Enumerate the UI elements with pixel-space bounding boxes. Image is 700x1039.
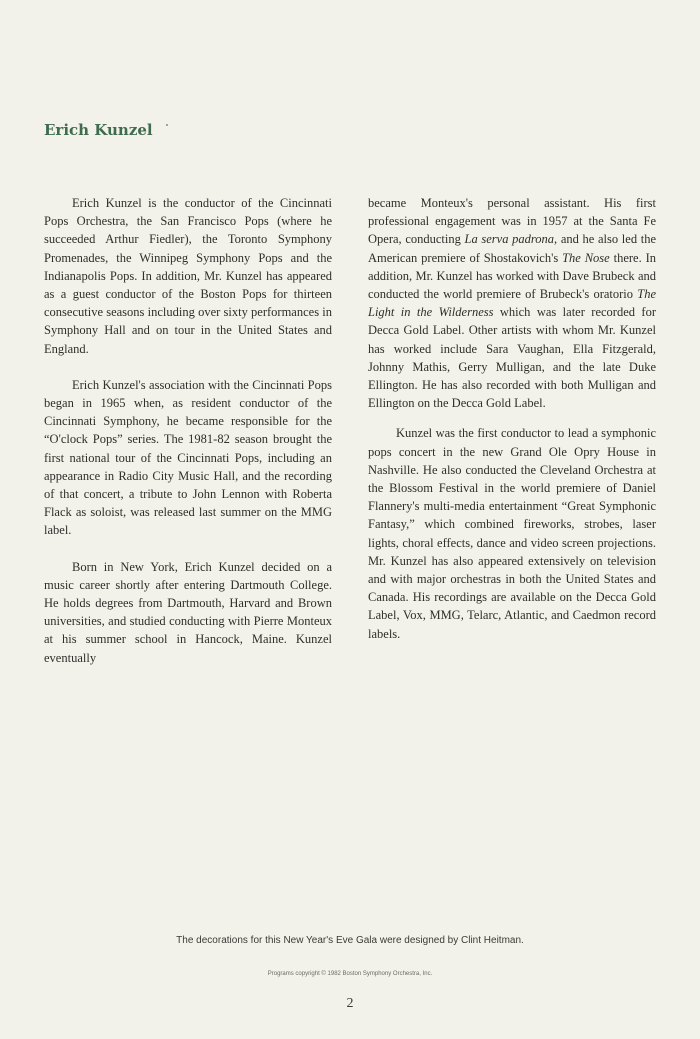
copyright-notice: Programs copyright © 1982 Boston Symphony Orchestra, Inc. [267,971,433,977]
print-speck [166,124,168,126]
decorations-credit: The decorations for this New Year's Eve Gala were designed by Clint Heitman. [176,935,524,946]
work-title: La serva padrona, [464,232,558,247]
work-title: The Light in the Wilderness [368,287,656,320]
page-title: Erich Kunzel [44,121,153,139]
paragraph: Erich Kunzel is the conductor of the Cincinnati Pops Orchestra, the San Francisco Pops (where he succeeded Arthur Fiedler), the Toronto Symphony Promenades, the Winnipeg Symphony Pops and the Indianapolis Pops. In addition, Mr. Kunzel has appeared as a guest conductor of the Boston Pops for thirteen consecutive seasons including over sixty performances in Symphony Hall and on tour in the United States and England. [44,196,332,356]
paragraph-continued [368,194,656,412]
left-column [44,194,332,667]
text-run: and he also led the American premiere of Shostakovich's [368,232,657,265]
work-title: The Nose [562,250,610,265]
page-number: 2 [346,996,354,1011]
paragraph: Kunzel was the first conductor to lead a symphonic pops concert in the new Grand Ole Opry House in Nashville. He also conducted the Cleveland Orchestra at the Blossom Festival in the world premiere of Daniel Flannery's multi-media entertainment “Great Symphonic Fantasy,” which combined fireworks, strobes, laser lights, choral effects, dance and video screen projections. Mr. Kunzel has also appeared extensively on television and with major orchestras in both the United States and Canada. His recordings are available on the Decca Gold Label, Vox, MMG, Telarc, Atlantic, and Caedmon record labels. [368,426,656,641]
right-column [368,194,656,643]
text-run: which was later recorded for Decca Gold Label. Other artists with whom Mr. Kunzel has worked include Sara Vaughan, Ella Fitzgerald, Johnny Mathis, Gerry Mulligan, and the late Duke Ellington. He has also recorded with both Mulligan and Ellington on the Decca Gold Label. [368,305,656,411]
text-run: there. In addition, Mr. Kunzel has worked with Dave Brubeck and conducted the world premiere of Brubeck's oratorio [368,250,656,302]
paragraph: Erich Kunzel's association with the Cincinnati Pops began in 1965 when, as resident conductor of the Cincinnati Symphony, he became responsible for the “O'clock Pops” series. The 1981-82 season brought the first national tour of the Cincinnati Pops, including an appearance in Radio City Music Hall, and the recording of that concert, a tribute to John Lennon with Roberta Flack as soloist, was released last summer on the MMG label. [44,377,332,538]
paragraph: Born in New York, Erich Kunzel decided on a music career shortly after entering Dartmouth College. He holds degrees from Dartmouth, Harvard and Brown universities, and studied conducting with Pierre Monteux at his summer school in Hancock, Maine. Kunzel eventually [44,559,332,665]
text-run: became Monteux's personal assistant. His first professional engagement was in 1957 at the Santa Fe Opera, conducting [368,196,656,247]
